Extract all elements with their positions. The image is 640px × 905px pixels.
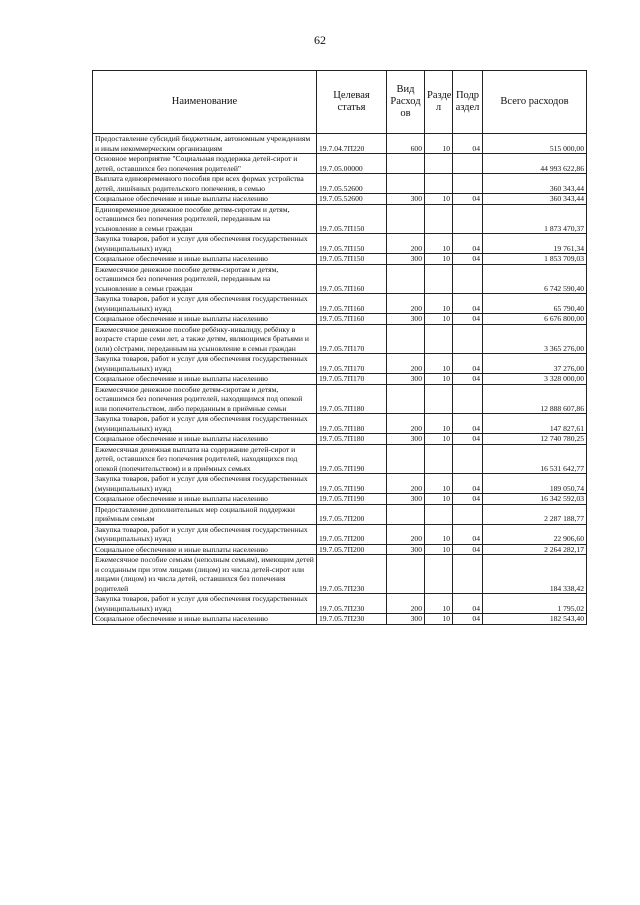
row-target-article-cell: 19.7.05.7П180 — [317, 414, 387, 434]
row-total-cell: 1 853 709,03 — [483, 254, 587, 265]
row-target-article-cell: 19.7.05.7П150 — [317, 254, 387, 265]
row-target-article-cell: 19.7.05.7П180 — [317, 434, 387, 445]
row-total-cell: 2 264 282,17 — [483, 544, 587, 555]
table-row — [93, 524, 587, 544]
row-section-cell: 10 — [425, 494, 453, 505]
row-name-cell: Единовременное денежное пособие детям-сиротам и детям, оставшимся без попечения родителей, переданным на усыновление в семьи граждан — [93, 204, 317, 234]
page-number: 62 — [314, 33, 326, 47]
row-section-cell — [425, 204, 453, 234]
row-section-cell: 10 — [425, 614, 453, 625]
table-row — [93, 314, 587, 325]
row-name-cell: Социальное обеспечение и иные выплаты населению — [93, 614, 317, 625]
row-expense-kind-cell — [387, 264, 425, 294]
row-expense-kind-cell: 200 — [387, 414, 425, 434]
row-name-cell: Закупка товаров, работ и услуг для обеспечения государственных (муниципальных) нужд — [93, 594, 317, 614]
row-expense-kind-cell: 300 — [387, 544, 425, 555]
header-row — [93, 71, 587, 134]
row-expense-kind-cell: 300 — [387, 374, 425, 385]
row-name-cell: Закупка товаров, работ и услуг для обеспечения государственных (муниципальных) нужд — [93, 354, 317, 374]
row-expense-kind-cell: 200 — [387, 354, 425, 374]
row-name-cell: Основное мероприятие "Социальная поддержка детей-сирот и детей, оставшихся без попечения родителей" — [93, 154, 317, 174]
row-total-cell: 44 993 622,86 — [483, 154, 587, 174]
row-target-article-cell: 19.7.05.52600 — [317, 174, 387, 194]
row-expense-kind-cell — [387, 504, 425, 524]
table-row — [93, 494, 587, 505]
row-total-cell: 147 827,61 — [483, 414, 587, 434]
row-subsection-cell: 04 — [453, 374, 483, 385]
row-total-cell: 515 000,00 — [483, 134, 587, 154]
row-section-cell: 10 — [425, 254, 453, 265]
row-subsection-cell — [453, 174, 483, 194]
row-subsection-cell: 04 — [453, 254, 483, 265]
row-expense-kind-cell: 200 — [387, 594, 425, 614]
row-section-cell: 10 — [425, 594, 453, 614]
table-row — [93, 154, 587, 174]
row-name-cell: Социальное обеспечение и иные выплаты населению — [93, 314, 317, 325]
row-subsection-cell: 04 — [453, 594, 483, 614]
row-subsection-cell: 04 — [453, 474, 483, 494]
row-target-article-cell: 19.7.05.7П190 — [317, 474, 387, 494]
table-row — [93, 374, 587, 385]
row-subsection-cell — [453, 324, 483, 354]
row-total-cell: 6 676 800,00 — [483, 314, 587, 325]
table-row — [93, 444, 587, 474]
row-total-cell: 3 328 000,00 — [483, 374, 587, 385]
header-subsection: Подр аздел — [453, 71, 483, 134]
table-row — [93, 544, 587, 555]
row-name-cell: Ежемесячное пособие семьям (неполным семьям), имеющим детей и созданным при этом лицами (лицом) из числа детей-сирот или лицами (лицом) из числа детей, оставшихся без попечения родителей — [93, 555, 317, 594]
header-target-article: Целевая статья — [317, 71, 387, 134]
row-section-cell: 10 — [425, 434, 453, 445]
row-expense-kind-cell: 300 — [387, 614, 425, 625]
row-name-cell: Закупка товаров, работ и услуг для обеспечения государственных (муниципальных) нужд — [93, 474, 317, 494]
row-subsection-cell: 04 — [453, 314, 483, 325]
table-row — [93, 194, 587, 205]
row-section-cell: 10 — [425, 374, 453, 385]
table-row — [93, 594, 587, 614]
row-name-cell: Ежемесячное денежное пособие ребёнку-инвалиду, ребёнку в возрасте старше семи лет, а также детям, являющимся братьями и (или) сёстрами, переданным на усыновление в семьи граждан — [93, 324, 317, 354]
header-expense-kind: Вид Расход ов — [387, 71, 425, 134]
row-target-article-cell: 19.7.05.7П180 — [317, 384, 387, 414]
table-row — [93, 254, 587, 265]
header-section: Разде л — [425, 71, 453, 134]
row-section-cell: 10 — [425, 134, 453, 154]
row-target-article-cell: 19.7.05.7П170 — [317, 374, 387, 385]
budget-table — [92, 70, 587, 625]
row-subsection-cell — [453, 154, 483, 174]
row-target-article-cell: 19.7.05.7П160 — [317, 264, 387, 294]
row-section-cell: 10 — [425, 294, 453, 314]
row-total-cell: 22 906,60 — [483, 524, 587, 544]
row-section-cell — [425, 174, 453, 194]
row-name-cell: Социальное обеспечение и иные выплаты населению — [93, 494, 317, 505]
row-name-cell: Ежемесячная денежная выплата на содержание детей-сирот и детей, оставшихся без попечения родителей, находящихся под опекой (попечительством) и в приёмных семьях — [93, 444, 317, 474]
row-name-cell: Закупка товаров, работ и услуг для обеспечения государственных (муниципальных) нужд — [93, 524, 317, 544]
row-section-cell: 10 — [425, 194, 453, 205]
row-subsection-cell — [453, 504, 483, 524]
row-section-cell: 10 — [425, 524, 453, 544]
row-subsection-cell — [453, 264, 483, 294]
row-expense-kind-cell: 300 — [387, 254, 425, 265]
row-total-cell: 184 338,42 — [483, 555, 587, 594]
row-section-cell — [425, 444, 453, 474]
row-target-article-cell: 19.7.05.7П200 — [317, 524, 387, 544]
row-subsection-cell — [453, 384, 483, 414]
row-total-cell: 37 276,00 — [483, 354, 587, 374]
table-row — [93, 555, 587, 594]
row-subsection-cell — [453, 555, 483, 594]
row-expense-kind-cell: 600 — [387, 134, 425, 154]
row-subsection-cell: 04 — [453, 354, 483, 374]
row-target-article-cell: 19.7.05.7П190 — [317, 494, 387, 505]
row-total-cell: 2 287 188,77 — [483, 504, 587, 524]
row-target-article-cell: 19.7.05.7П150 — [317, 234, 387, 254]
table-row — [93, 234, 587, 254]
row-target-article-cell: 19.7.05.7П170 — [317, 324, 387, 354]
table-row — [93, 384, 587, 414]
row-subsection-cell: 04 — [453, 434, 483, 445]
row-total-cell: 3 365 276,00 — [483, 324, 587, 354]
row-target-article-cell: 19.7.05.7П200 — [317, 544, 387, 555]
row-target-article-cell: 19.7.05.7П160 — [317, 314, 387, 325]
row-target-article-cell: 19.7.05.00000 — [317, 154, 387, 174]
row-section-cell — [425, 154, 453, 174]
table-row — [93, 134, 587, 154]
row-expense-kind-cell: 200 — [387, 294, 425, 314]
row-name-cell: Социальное обеспечение и иные выплаты населению — [93, 374, 317, 385]
table-row — [93, 354, 587, 374]
row-section-cell: 10 — [425, 234, 453, 254]
row-target-article-cell: 19.7.05.7П150 — [317, 204, 387, 234]
row-total-cell: 360 343,44 — [483, 194, 587, 205]
row-name-cell: Социальное обеспечение и иные выплаты населению — [93, 254, 317, 265]
table-row — [93, 264, 587, 294]
row-name-cell: Закупка товаров, работ и услуг для обеспечения государственных (муниципальных) нужд — [93, 414, 317, 434]
table-row — [93, 324, 587, 354]
table-row — [93, 294, 587, 314]
row-subsection-cell — [453, 444, 483, 474]
table-row — [93, 504, 587, 524]
row-subsection-cell: 04 — [453, 494, 483, 505]
row-total-cell: 16 531 642,77 — [483, 444, 587, 474]
row-total-cell: 19 761,34 — [483, 234, 587, 254]
row-expense-kind-cell: 300 — [387, 434, 425, 445]
row-total-cell: 65 790,40 — [483, 294, 587, 314]
row-name-cell: Социальное обеспечение и иные выплаты населению — [93, 544, 317, 555]
table-row — [93, 474, 587, 494]
row-subsection-cell — [453, 204, 483, 234]
row-expense-kind-cell: 300 — [387, 494, 425, 505]
row-subsection-cell: 04 — [453, 524, 483, 544]
row-section-cell — [425, 264, 453, 294]
row-expense-kind-cell — [387, 174, 425, 194]
header-name: Наименование — [93, 71, 317, 134]
row-section-cell: 10 — [425, 544, 453, 555]
table-body — [93, 134, 587, 625]
row-total-cell: 1 873 470,37 — [483, 204, 587, 234]
row-subsection-cell: 04 — [453, 544, 483, 555]
row-target-article-cell: 19.7.05.7П200 — [317, 504, 387, 524]
row-total-cell: 360 343,44 — [483, 174, 587, 194]
row-total-cell: 12 888 607,86 — [483, 384, 587, 414]
row-section-cell: 10 — [425, 414, 453, 434]
row-expense-kind-cell — [387, 384, 425, 414]
row-subsection-cell: 04 — [453, 234, 483, 254]
row-name-cell: Закупка товаров, работ и услуг для обеспечения государственных (муниципальных) нужд — [93, 294, 317, 314]
row-name-cell: Ежемесячное денежное пособие детям-сиротам и детям, оставшимся без попечения родителей, находящимся под опекой или попечительством, либо переданным в приёмные семьи — [93, 384, 317, 414]
row-section-cell: 10 — [425, 354, 453, 374]
row-subsection-cell: 04 — [453, 194, 483, 205]
row-total-cell: 182 543,40 — [483, 614, 587, 625]
row-name-cell: Выплата единовременного пособия при всех формах устройства детей, лишённых родительского попечения, в семью — [93, 174, 317, 194]
row-expense-kind-cell — [387, 555, 425, 594]
row-target-article-cell: 19.7.05.7П160 — [317, 294, 387, 314]
row-total-cell: 6 742 590,40 — [483, 264, 587, 294]
row-expense-kind-cell — [387, 154, 425, 174]
row-expense-kind-cell — [387, 204, 425, 234]
row-section-cell: 10 — [425, 474, 453, 494]
row-expense-kind-cell: 300 — [387, 194, 425, 205]
table-row — [93, 414, 587, 434]
row-subsection-cell: 04 — [453, 134, 483, 154]
row-total-cell: 189 050,74 — [483, 474, 587, 494]
row-name-cell: Предоставление дополнительных мер социальной поддержки приёмным семьям — [93, 504, 317, 524]
row-subsection-cell: 04 — [453, 414, 483, 434]
table-row — [93, 434, 587, 445]
row-target-article-cell: 19.7.05.52600 — [317, 194, 387, 205]
row-expense-kind-cell: 200 — [387, 474, 425, 494]
row-expense-kind-cell — [387, 324, 425, 354]
row-name-cell: Ежемесячное денежное пособие детям-сиротам и детям, оставшимся без попечения родителей, переданным на усыновление в семьи граждан — [93, 264, 317, 294]
row-expense-kind-cell: 200 — [387, 234, 425, 254]
row-expense-kind-cell — [387, 444, 425, 474]
row-name-cell: Социальное обеспечение и иные выплаты населению — [93, 434, 317, 445]
row-expense-kind-cell: 200 — [387, 524, 425, 544]
row-target-article-cell: 19.7.04.7П220 — [317, 134, 387, 154]
row-subsection-cell: 04 — [453, 294, 483, 314]
table-row — [93, 204, 587, 234]
row-expense-kind-cell: 300 — [387, 314, 425, 325]
row-name-cell: Предоставление субсидий бюджетным, автономным учреждениям и иным некоммерческим организациям — [93, 134, 317, 154]
row-total-cell: 1 795,02 — [483, 594, 587, 614]
header-total: Всего расходов — [483, 71, 587, 134]
row-section-cell — [425, 555, 453, 594]
table-row — [93, 614, 587, 625]
row-target-article-cell: 19.7.05.7П230 — [317, 555, 387, 594]
row-section-cell: 10 — [425, 314, 453, 325]
row-name-cell: Закупка товаров, работ и услуг для обеспечения государственных (муниципальных) нужд — [93, 234, 317, 254]
row-total-cell: 16 342 592,03 — [483, 494, 587, 505]
row-target-article-cell: 19.7.05.7П230 — [317, 614, 387, 625]
row-target-article-cell: 19.7.05.7П190 — [317, 444, 387, 474]
row-section-cell — [425, 504, 453, 524]
row-section-cell — [425, 324, 453, 354]
row-target-article-cell: 19.7.05.7П230 — [317, 594, 387, 614]
row-total-cell: 12 740 780,25 — [483, 434, 587, 445]
table-row — [93, 174, 587, 194]
row-section-cell — [425, 384, 453, 414]
row-subsection-cell: 04 — [453, 614, 483, 625]
row-name-cell: Социальное обеспечение и иные выплаты населению — [93, 194, 317, 205]
row-target-article-cell: 19.7.05.7П170 — [317, 354, 387, 374]
